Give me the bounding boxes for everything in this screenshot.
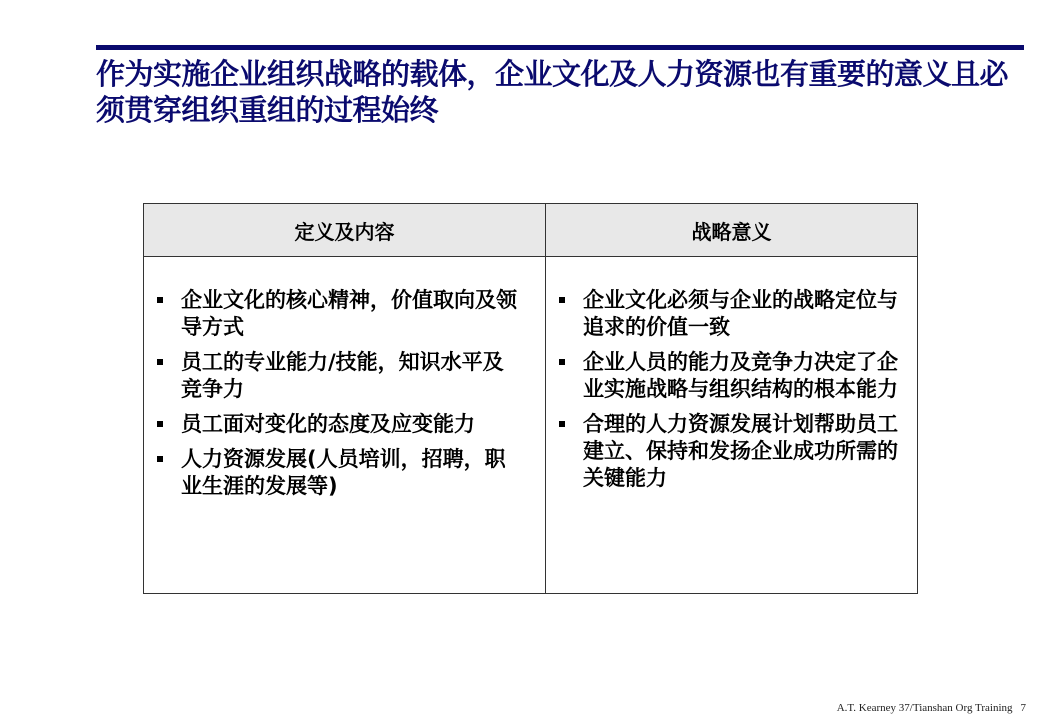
page-number: 7 — [1020, 702, 1026, 714]
list-item-text: 合理的人力资源发展计划帮助员工建立、保持和发扬企业成功所需的关键能力 — [583, 412, 898, 490]
strategic-significance-column — [546, 204, 917, 593]
list-item-text: 企业文化的核心精神，价值取向及领导方式 — [181, 288, 517, 339]
square-bullet-icon — [559, 421, 565, 427]
list-item-text: 员工的专业能力/技能，知识水平及竞争力 — [181, 350, 504, 401]
list-item-text: 企业文化必须与企业的战略定位与追求的价值一致 — [583, 288, 898, 339]
list-item — [555, 349, 905, 403]
list-item — [153, 287, 521, 341]
content-table — [143, 203, 918, 594]
square-bullet-icon — [157, 297, 163, 303]
list-item-text: 员工面对变化的态度及应变能力 — [181, 412, 475, 436]
definition-header: 定义及内容 — [144, 204, 545, 257]
footer-source: A.T. Kearney 37/Tianshan Org Training — [836, 702, 1013, 714]
list-item — [153, 349, 521, 403]
list-item — [153, 446, 521, 500]
list-item-text: 企业人员的能力及竞争力决定了企业实施战略与组织结构的根本能力 — [583, 350, 898, 401]
square-bullet-icon — [559, 297, 565, 303]
list-item — [555, 411, 905, 492]
square-bullet-icon — [559, 359, 565, 365]
strategic-significance-list — [546, 257, 917, 492]
slide-footer — [837, 702, 1026, 714]
list-item — [555, 287, 905, 341]
list-item — [153, 411, 521, 438]
title-rule — [96, 45, 1024, 50]
square-bullet-icon — [157, 359, 163, 365]
definition-column — [144, 204, 546, 593]
definition-list — [144, 257, 545, 500]
square-bullet-icon — [157, 421, 163, 427]
strategic-significance-header: 战略意义 — [546, 204, 917, 257]
list-item-text: 人力资源发展(人员培训，招聘，职业生涯的发展等) — [181, 447, 506, 498]
slide-title: 作为实施企业组织战略的载体，企业文化及人力资源也有重要的意义且必须贯穿组织重组的过程始终 — [96, 57, 1009, 127]
square-bullet-icon — [157, 456, 163, 462]
